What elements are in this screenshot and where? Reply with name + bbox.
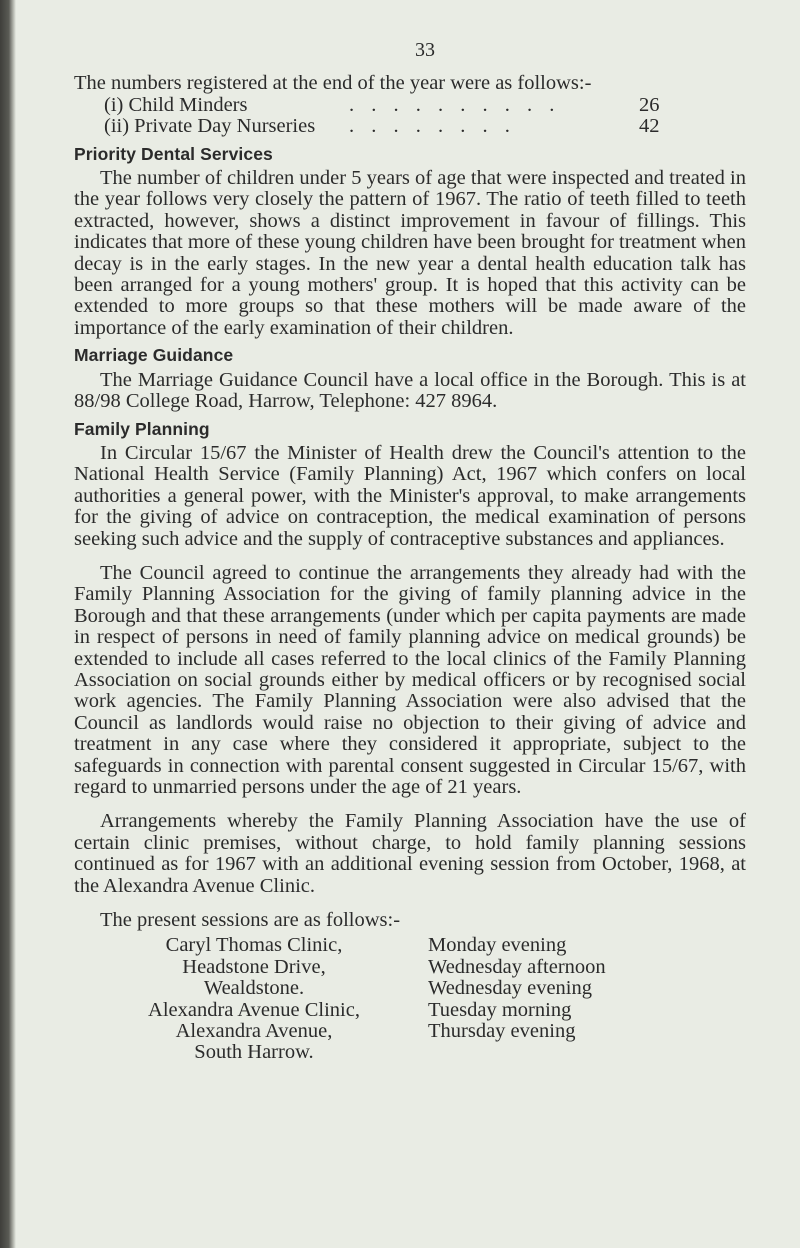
family-planning-paragraph-3: Arrangements whereby the Family Planning Association have the use of certain clinic premises, without charge, to hold family planning sessions continued as for 1967 with an additional evening session from October, 1968, at the Alexandra Avenue Clinic. [74,810,746,897]
session-time: Wednesday evening [428,977,592,1000]
section-heading-marriage: Marriage Guidance [74,345,234,366]
leader-dots: . . . . . . . . . . [349,93,561,116]
session-time: Monday evening [428,934,567,957]
leader-dots: . . . . . . . . [349,115,516,138]
session-time: Wednesday afternoon [428,955,606,978]
session-time: Thursday evening [428,1020,576,1043]
family-planning-paragraph-1: In Circular 15/67 the Minister of Health drew the Council's attention to the National Health Service (Family Planning) Act, 1967 which confers on local authorities a general power, with the Minister's approval, to make arrangements for the giving of advice on contraception, the medical examination of persons seeking such advice and the supply of contraceptive substances and appliances. [74,441,746,550]
registration-label: (i) Child Minders [104,93,248,116]
dental-paragraph: The number of children under 5 years of age that were inspected and treated in the year follows very closely the pattern of 1967. The ratio of teeth filled to teeth extracted, however, shows a distinct improvement in favour of fillings. This indicates that more of these young children have been brought for treatment when decay is in the early stages. In the new year a dental health education talk has been arranged for a young mothers' group. It is hoped that this activity can be extended to more groups so that these mothers will be made aware of the importance of the early examination of their children. [74,167,746,339]
registration-row [74,95,746,116]
registration-row [74,116,746,137]
clinic-address-line: Alexandra Avenue, [175,1020,333,1043]
document-page [74,40,746,1064]
registration-value: 26 [639,93,660,116]
registration-value: 42 [639,115,660,138]
clinic-address-line: Caryl Thomas Clinic, [165,934,343,957]
marriage-paragraph: The Marriage Guidance Council have a local office in the Borough. This is at 88/98 College Road, Harrow, Telephone: 427 8964. [74,368,746,413]
clinic-address-line: Wealdstone. [203,977,305,1000]
clinics-column [104,935,404,1063]
sessions-table [74,935,746,1063]
section-heading-dental: Priority Dental Services [74,143,273,164]
session-times-column [428,935,606,1063]
session-time: Tuesday morning [428,998,572,1021]
book-spine-shadow [0,0,16,1248]
clinic-address-line: South Harrow. [194,1041,314,1064]
clinic-address-line: Headstone Drive, [182,955,326,978]
sessions-intro: The present sessions are as follows:- [100,909,401,932]
page-number: 33 [415,39,435,61]
clinic-address-line: Alexandra Avenue Clinic, [148,998,360,1021]
section-heading-family-planning: Family Planning [74,418,210,439]
family-planning-paragraph-2: The Council agreed to continue the arrangements they already had with the Family Planning Association for the giving of family planning advice in the Borough and that these arrangements (under which per capita payments are made in respect of persons in need of family planning advice on medical grounds) be extended to include all cases referred to the local clinics of the Family Planning Association on social grounds either by medical officers or by recognised social work agencies. The Family Planning Association were also advised that the Council as landlords would raise no objection to their giving of advice and treatment in any case where they considered it appropriate, subject to the safeguards in connection with parental consent suggested in Circular 15/67, with regard to unmarried persons under the age of 21 years. [74,561,746,798]
registration-label: (ii) Private Day Nurseries [104,115,316,138]
registrations-intro: The numbers registered at the end of the year were as follows:- [74,72,592,95]
